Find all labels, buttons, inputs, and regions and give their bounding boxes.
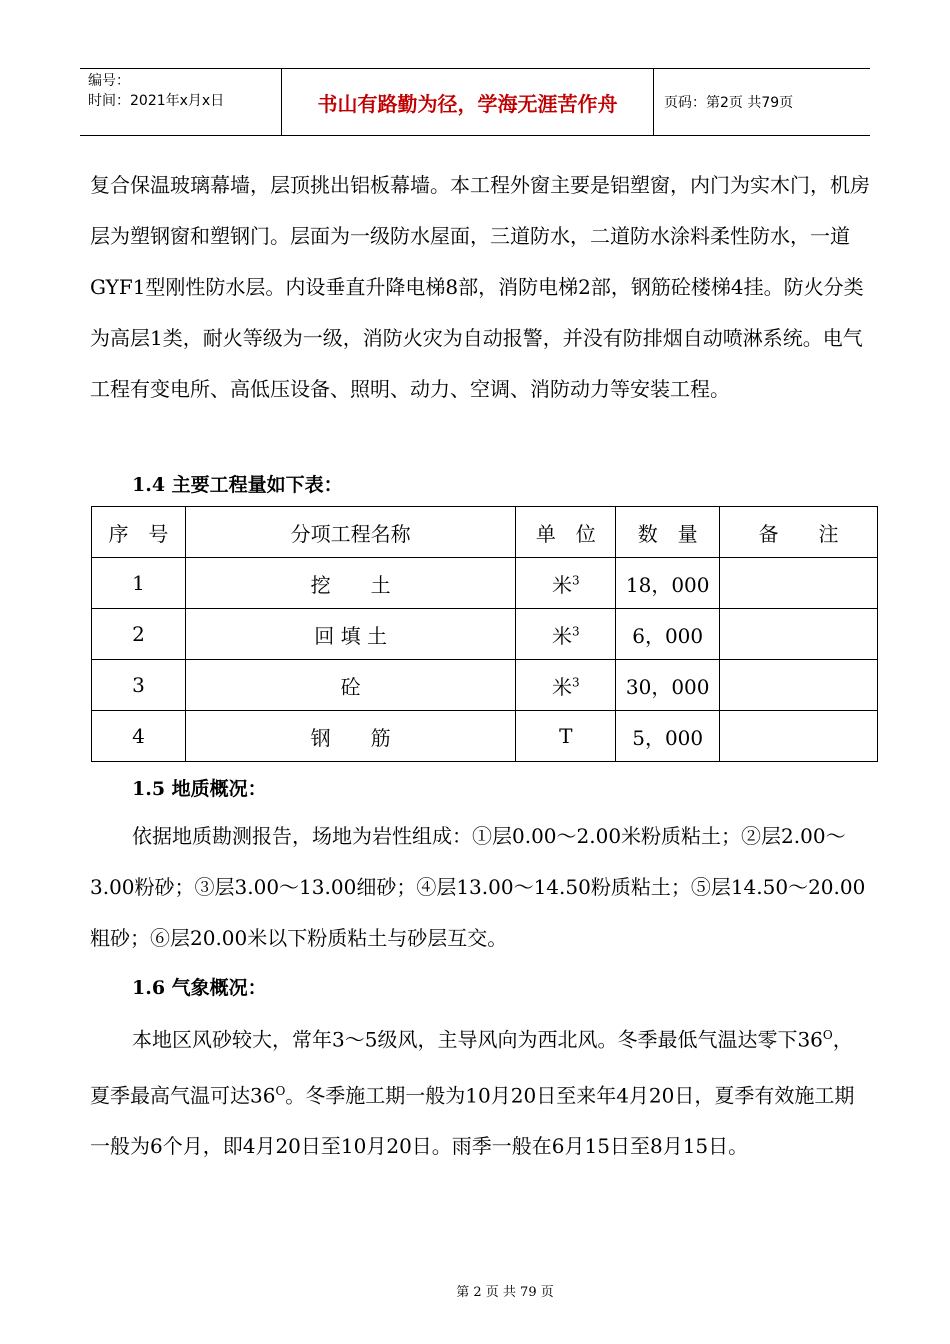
- section-1-6-heading: 1.6 气象概况：: [132, 977, 267, 999]
- cell-note: [720, 558, 878, 609]
- header-code: 编号：: [88, 73, 130, 89]
- header-meta: [80, 69, 282, 135]
- table-row: [92, 711, 878, 762]
- section-1-5-heading: 1.5 地质概况：: [132, 778, 267, 800]
- weather-paragraph: 本地区风砂较大，常年3～5级风，主导风向为西北风。冬季最低气温达零下$36^O$，夏季最高气温可达$36^O$。冬季施工期一般为10月20日至来年4月20日，夏季有效施工期一般为6个月，即4月20日至10月20日。雨季一般在6月15日至8月15日。: [90, 1027, 855, 1159]
- cell-name: 钢 筋: [185, 711, 515, 762]
- cell-unit: T: [516, 711, 616, 762]
- cell-no: 4: [92, 711, 186, 762]
- section-1-4-heading: 1.4 主要工程量如下表：: [132, 474, 343, 496]
- cell-no: 2: [92, 609, 186, 660]
- cell-note: [720, 711, 878, 762]
- cell-unit: 米$^3$: [516, 660, 616, 711]
- col-header-qty: 数 量: [616, 507, 720, 558]
- cell-name: 回 填 土: [185, 609, 515, 660]
- cell-no: 1: [92, 558, 186, 609]
- page-footer: 第 2 页 共 79 页: [456, 1285, 554, 1300]
- table-header-row: [92, 507, 878, 558]
- col-header-no: 序 号: [92, 507, 186, 558]
- cell-qty: 30，000: [616, 660, 720, 711]
- header-time: 时间：2021年x月x日: [88, 93, 225, 109]
- table-row: [92, 660, 878, 711]
- col-header-unit: 单 位: [516, 507, 616, 558]
- intro-paragraph: 复合保温玻璃幕墙，层顶挑出铝板幕墙。本工程外窗主要是铝塑窗，内门为实木门，机房层为塑钢窗和塑钢门。层面为一级防水屋面，三道防水，二道防水涂料柔性防水，一道GYF1型刚性防水层。内设垂直升降电梯8部，消防电梯2部，钢筋砼楼梯4挂。防火分类为高层1类，耐火等级为一级，消防火灾为自动报警，并没有防排烟自动喷淋系统。电气工程有变电所、高低压设备、照明、动力、空调、消防动力等安装工程。: [90, 173, 870, 401]
- table-row: [92, 609, 878, 660]
- page-header: [80, 68, 870, 136]
- cell-qty: 6，000: [616, 609, 720, 660]
- cell-unit: 米$^3$: [516, 558, 616, 609]
- cell-unit: 米$^3$: [516, 609, 616, 660]
- cell-name: 砼: [185, 660, 515, 711]
- header-motto: 书山有路勤为径，学海无涯苦作舟: [282, 69, 654, 135]
- cell-qty: 5，000: [616, 711, 720, 762]
- table-row: [92, 558, 878, 609]
- cell-name: 挖 土: [185, 558, 515, 609]
- cell-no: 3: [92, 660, 186, 711]
- header-page-info: 页码：第2页 共79页: [664, 95, 794, 111]
- cell-note: [720, 609, 878, 660]
- col-header-name: 分项工程名称: [185, 507, 515, 558]
- cell-qty: 18，000: [616, 558, 720, 609]
- quantities-table: [91, 506, 878, 762]
- col-header-note: 备 注: [720, 507, 878, 558]
- cell-note: [720, 660, 878, 711]
- geology-paragraph: 依据地质勘测报告，场地为岩性组成：①层0.00～2.00米粉质粘土；②层2.00～3.00粉砂；③层3.00～13.00细砂；④层13.00～14.50粉质粘土；⑤层14.50～20.00粗砂；⑥层20.00米以下粉质粘土与砂层互交。: [90, 824, 866, 950]
